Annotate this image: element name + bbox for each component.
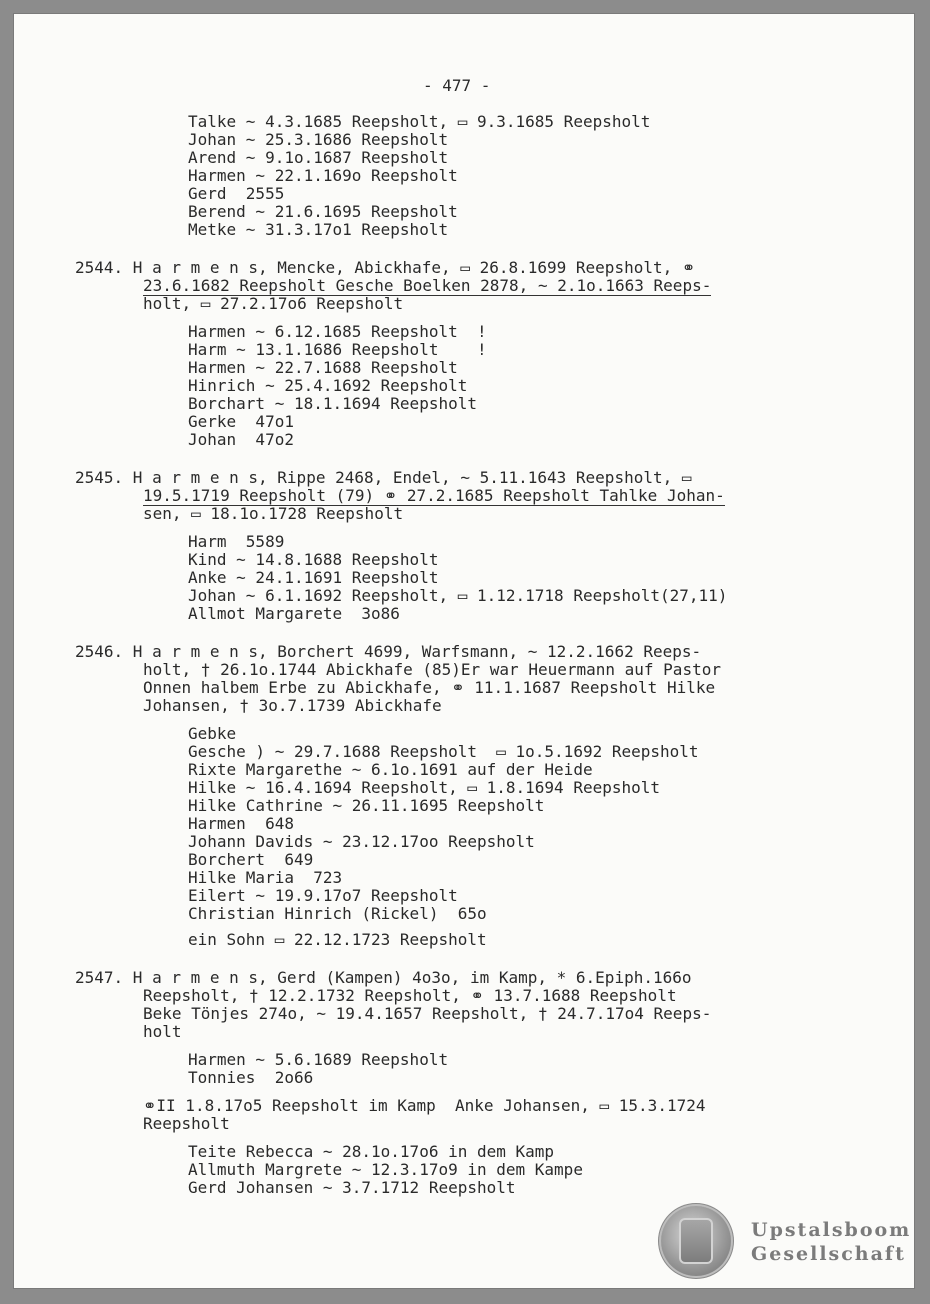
text-line: Allmot Margarete 3o86 — [188, 604, 400, 623]
text-line: Harmen ~ 22.7.1688 Reepsholt — [188, 358, 458, 377]
text-line: Talke ~ 4.3.1685 Reepsholt, ▭ 9.3.1685 Reepsholt — [188, 112, 651, 131]
text-line: Harm 5589 — [188, 532, 285, 551]
page-number: - 477 - — [423, 76, 491, 95]
text-line: sen, ▭ 18.1o.1728 Reepsholt — [143, 504, 404, 523]
seal-emblem — [679, 1218, 713, 1264]
text-line: Eilert ~ 19.9.17o7 Reepsholt — [188, 886, 458, 905]
text-line: Berend ~ 21.6.1695 Reepsholt — [188, 202, 458, 221]
seal-logo — [661, 1206, 731, 1276]
text-line: 23.6.1682 Reepsholt Gesche Boelken 2878, ~ 2.1o.1663 Reeps- — [143, 276, 712, 295]
entry-heading-2546: 2546. H a r m e n s, Borchert 4699, Warfsmann, ~ 12.2.1662 Reeps- — [75, 642, 702, 661]
text-line: Gerd Johansen ~ 3.7.1712 Reepsholt — [188, 1178, 516, 1197]
document-text — [13, 13, 915, 1289]
brand-line-2: Gesellschaft — [751, 1243, 906, 1265]
text-line: Onnen halbem Erbe zu Abickhafe, ⚭ 11.1.1687 Reepsholt Hilke — [143, 678, 716, 697]
text-line: ein Sohn ▭ 22.12.1723 Reepsholt — [188, 930, 487, 949]
text-line: Johan ~ 25.3.1686 Reepsholt — [188, 130, 449, 149]
brand-name — [751, 1218, 911, 1266]
text-line: ⚭II 1.8.17o5 Reepsholt im Kamp Anke Johansen, ▭ 15.3.1724 — [143, 1096, 706, 1115]
document-page — [13, 13, 915, 1289]
text-line: Hilke Maria 723 — [188, 868, 343, 887]
text-line: Harmen ~ 5.6.1689 Reepsholt — [188, 1050, 449, 1069]
text-line: Reepsholt — [143, 1114, 230, 1133]
text-line: Gebke — [188, 724, 237, 743]
text-line: Gesche ) ~ 29.7.1688 Reepsholt ▭ 1o.5.1692 Reepsholt — [188, 742, 699, 761]
text-line: Allmuth Margrete ~ 12.3.17o9 in dem Kampe — [188, 1160, 583, 1179]
text-line: Teite Rebecca ~ 28.1o.17o6 in dem Kamp — [188, 1142, 555, 1161]
entry-heading-2545: 2545. H a r m e n s, Rippe 2468, Endel, ~ 5.11.1643 Reepsholt, ▭ — [75, 468, 692, 487]
text-line: Gerke 47o1 — [188, 412, 294, 431]
text-line: Johan 47o2 — [188, 430, 294, 449]
text-line: Johann Davids ~ 23.12.17oo Reepsholt — [188, 832, 535, 851]
text-line: Johansen, † 3o.7.1739 Abickhafe — [143, 696, 442, 715]
text-line: holt — [143, 1022, 182, 1041]
text-line: 19.5.1719 Reepsholt (79) ⚭ 27.2.1685 Reepsholt Tahlke Johan- — [143, 486, 725, 505]
text-line: Borchart ~ 18.1.1694 Reepsholt — [188, 394, 477, 413]
text-line: Gerd 2555 — [188, 184, 285, 203]
text-line: Christian Hinrich (Rickel) 65o — [188, 904, 487, 923]
text-line: Tonnies 2o66 — [188, 1068, 314, 1087]
text-line: Kind ~ 14.8.1688 Reepsholt — [188, 550, 439, 569]
text-line: Hilke Cathrine ~ 26.11.1695 Reepsholt — [188, 796, 545, 815]
text-line: Johan ~ 6.1.1692 Reepsholt, ▭ 1.12.1718 Reepsholt(27,11) — [188, 586, 728, 605]
text-line: Metke ~ 31.3.17o1 Reepsholt — [188, 220, 449, 239]
entry-heading-2544: 2544. H a r m e n s, Mencke, Abickhafe, ▭ 26.8.1699 Reepsholt, ⚭ — [75, 258, 696, 277]
text-line: Anke ~ 24.1.1691 Reepsholt — [188, 568, 439, 587]
text-line: Arend ~ 9.1o.1687 Reepsholt — [188, 148, 449, 167]
text-line: Beke Tönjes 274o, ~ 19.4.1657 Reepsholt, † 24.7.17o4 Reeps- — [143, 1004, 712, 1023]
text-line: Rixte Margarethe ~ 6.1o.1691 auf der Heide — [188, 760, 593, 779]
brand-line-1: Upstalsboom — [751, 1219, 912, 1241]
text-line: Harmen ~ 6.12.1685 Reepsholt ! — [188, 322, 487, 341]
text-line: Borchert 649 — [188, 850, 314, 869]
text-line: Harmen ~ 22.1.169o Reepsholt — [188, 166, 458, 185]
text-line: Hilke ~ 16.4.1694 Reepsholt, ▭ 1.8.1694 Reepsholt — [188, 778, 661, 797]
text-line: Reepsholt, † 12.2.1732 Reepsholt, ⚭ 13.7.1688 Reepsholt — [143, 986, 677, 1005]
entry-heading-2547: 2547. H a r m e n s, Gerd (Kampen) 4o3o, im Kamp, * 6.Epiph.166o — [75, 968, 692, 987]
text-line: Hinrich ~ 25.4.1692 Reepsholt — [188, 376, 468, 395]
text-line: Harmen 648 — [188, 814, 294, 833]
text-line: Harm ~ 13.1.1686 Reepsholt ! — [188, 340, 487, 359]
text-line: holt, ▭ 27.2.17o6 Reepsholt — [143, 294, 404, 313]
text-line: holt, † 26.1o.1744 Abickhafe (85)Er war Heuermann auf Pastor — [143, 660, 721, 679]
